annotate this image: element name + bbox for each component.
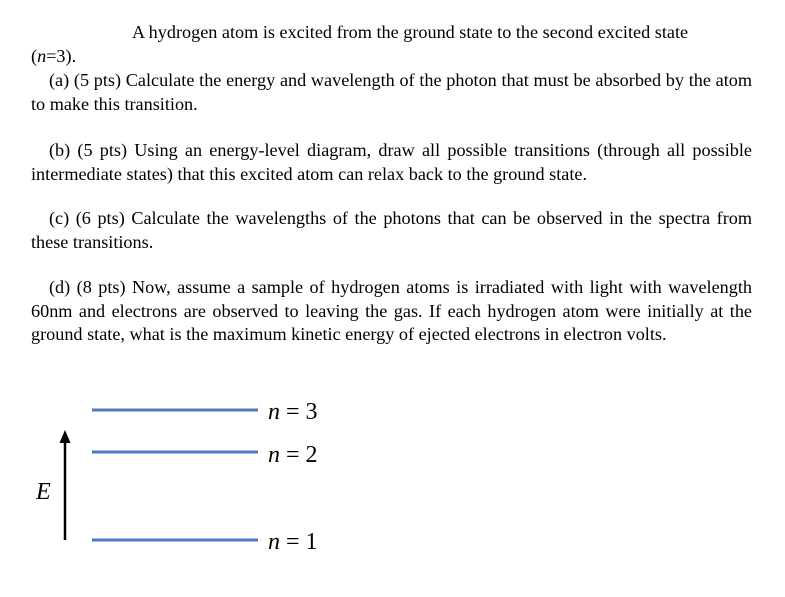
part-d: (d) (8 pts) Now, assume a sample of hydrogen atoms is irradiated with light with wavelength 60nm and electrons are observed to leaving the gas. If each hydrogen atom were initially at the ground state, what is the maximum kinetic energy of ejected electrons in electron volts. xyxy=(31,277,752,344)
level-label-n2-rest: = 2 xyxy=(280,442,318,468)
arrow-head-icon xyxy=(60,430,71,443)
intro-line-2: (n=3). xyxy=(31,45,77,66)
level-label-n3: n = 3 xyxy=(268,399,318,425)
energy-axis-label: E xyxy=(36,479,51,505)
part-c: (c) (6 pts) Calculate the wavelengths of the photons that can be observed in the spectra from these transitions. xyxy=(31,208,752,252)
level-label-n2: n = 2 xyxy=(268,442,318,468)
level-label-n3-rest: = 3 xyxy=(280,399,318,425)
level-label-n1-rest: = 1 xyxy=(280,529,318,555)
part-b: (b) (5 pts) Using an energy-level diagram, draw all possible transitions (through all possible intermediate states) that this excited atom can relax back to the ground state. xyxy=(31,140,752,184)
intro-line-1: A hydrogen atom is excited from the ground state to the second excited state xyxy=(132,22,689,42)
part-a: (a) (5 pts) Calculate the energy and wavelength of the photon that must be absorbed by the atom to make this transition. xyxy=(31,70,752,114)
level-label-n1: n = 1 xyxy=(268,529,318,555)
